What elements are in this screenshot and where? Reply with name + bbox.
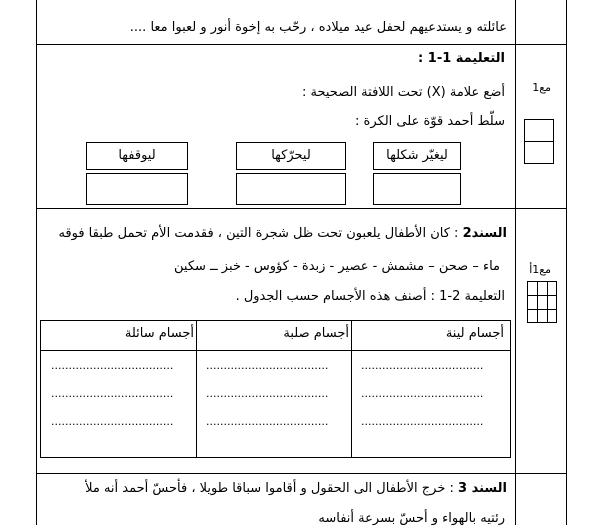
answer-line-soft-1[interactable]: ................................... — [361, 359, 484, 372]
criteria-column-divider — [515, 0, 516, 525]
option-label-box-2 — [236, 142, 346, 170]
instruction-2-1-text: التعليمة 2-1 : أصنف هذه الأجسام حسب الجدول . — [235, 289, 505, 304]
answer-line-solid-1[interactable]: ................................... — [206, 359, 329, 372]
answer-line-liquid-1[interactable]: ................................... — [51, 359, 174, 372]
answer-line-solid-3[interactable]: ................................... — [206, 415, 329, 428]
support-3-text: : خرج الأطفال الى الحقول و أقاموا سباقا طويلا ، فأحسّ أحمد أنه ملأ — [85, 481, 459, 496]
table-header-liquid: أجسام سائلة — [124, 326, 194, 341]
option-label-move: ليحرّكها — [271, 148, 311, 163]
support-2-line — [58, 226, 507, 242]
instruction-1-1-text: أضع علامة (X) تحت اللافتة الصحيحة : — [302, 85, 505, 100]
statement-text: سلّط أحمد قوّة على الكرة : — [355, 114, 505, 129]
table-header-divider — [41, 350, 510, 351]
table-header-soft: أجسام لينة — [445, 326, 504, 341]
support-3-line — [85, 481, 507, 497]
table-col-divider-1 — [196, 321, 197, 457]
answer-box-move[interactable] — [236, 173, 346, 205]
support-3-line-2: رئتيه بالهواء و أحسّ بسرعة أنفاسه — [318, 511, 505, 526]
criterion-2-grid-v1 — [537, 282, 538, 322]
instruction-1-1-title: التعليمة 1-1 : — [418, 51, 505, 66]
table-col-divider-2 — [351, 321, 352, 457]
intro-text-line: عائلته و يستدعيهم لحفل عيد ميلاده ، رحّب به إخوة أنور و لعبوا معا .... — [129, 20, 507, 35]
section-divider-1 — [36, 44, 567, 45]
option-label-stop: ليوقفها — [118, 148, 156, 163]
frame-left-border — [36, 0, 37, 525]
section-divider-3 — [36, 473, 567, 474]
criterion-2-grid-h1 — [528, 295, 556, 296]
classification-table — [40, 320, 511, 458]
answer-line-soft-3[interactable]: ................................... — [361, 415, 484, 428]
answer-box-change-shape[interactable] — [373, 173, 461, 205]
support-3-label: السند 3 — [458, 481, 507, 496]
answer-line-liquid-3[interactable]: ................................... — [51, 415, 174, 428]
answer-box-stop[interactable] — [86, 173, 188, 205]
frame-right-border — [566, 0, 567, 525]
answer-line-liquid-2[interactable]: ................................... — [51, 387, 174, 400]
answer-line-solid-2[interactable]: ................................... — [206, 387, 329, 400]
answer-line-soft-2[interactable]: ................................... — [361, 387, 484, 400]
table-header-solid: أجسام صلبة — [283, 326, 349, 341]
support-2-label: السند2 — [462, 226, 507, 241]
support-2-text: : كان الأطفال يلعبون تحت ظل شجرة التين ، فقدمت الأم تحمل طبقا فوقه — [58, 226, 463, 241]
option-label-box-3 — [86, 142, 188, 170]
option-label-box-1 — [373, 142, 461, 170]
criterion-2-grid-v2 — [547, 282, 548, 322]
criterion-1-label: مع1 — [532, 81, 551, 94]
criterion-2-grid-h2 — [528, 309, 556, 310]
criterion-1-box-bottom[interactable] — [524, 141, 554, 164]
option-label-change-shape: ليغيّر شكلها — [386, 148, 448, 163]
criterion-2-grid — [527, 281, 557, 323]
section-divider-2 — [36, 208, 567, 209]
items-list: ماء – صحن – مشمش - عصير - زبدة - كؤوس - خبز ــ سكين — [174, 259, 500, 274]
criterion-2-label: مع1أ — [529, 263, 551, 276]
criterion-1-box-top[interactable] — [524, 119, 554, 142]
